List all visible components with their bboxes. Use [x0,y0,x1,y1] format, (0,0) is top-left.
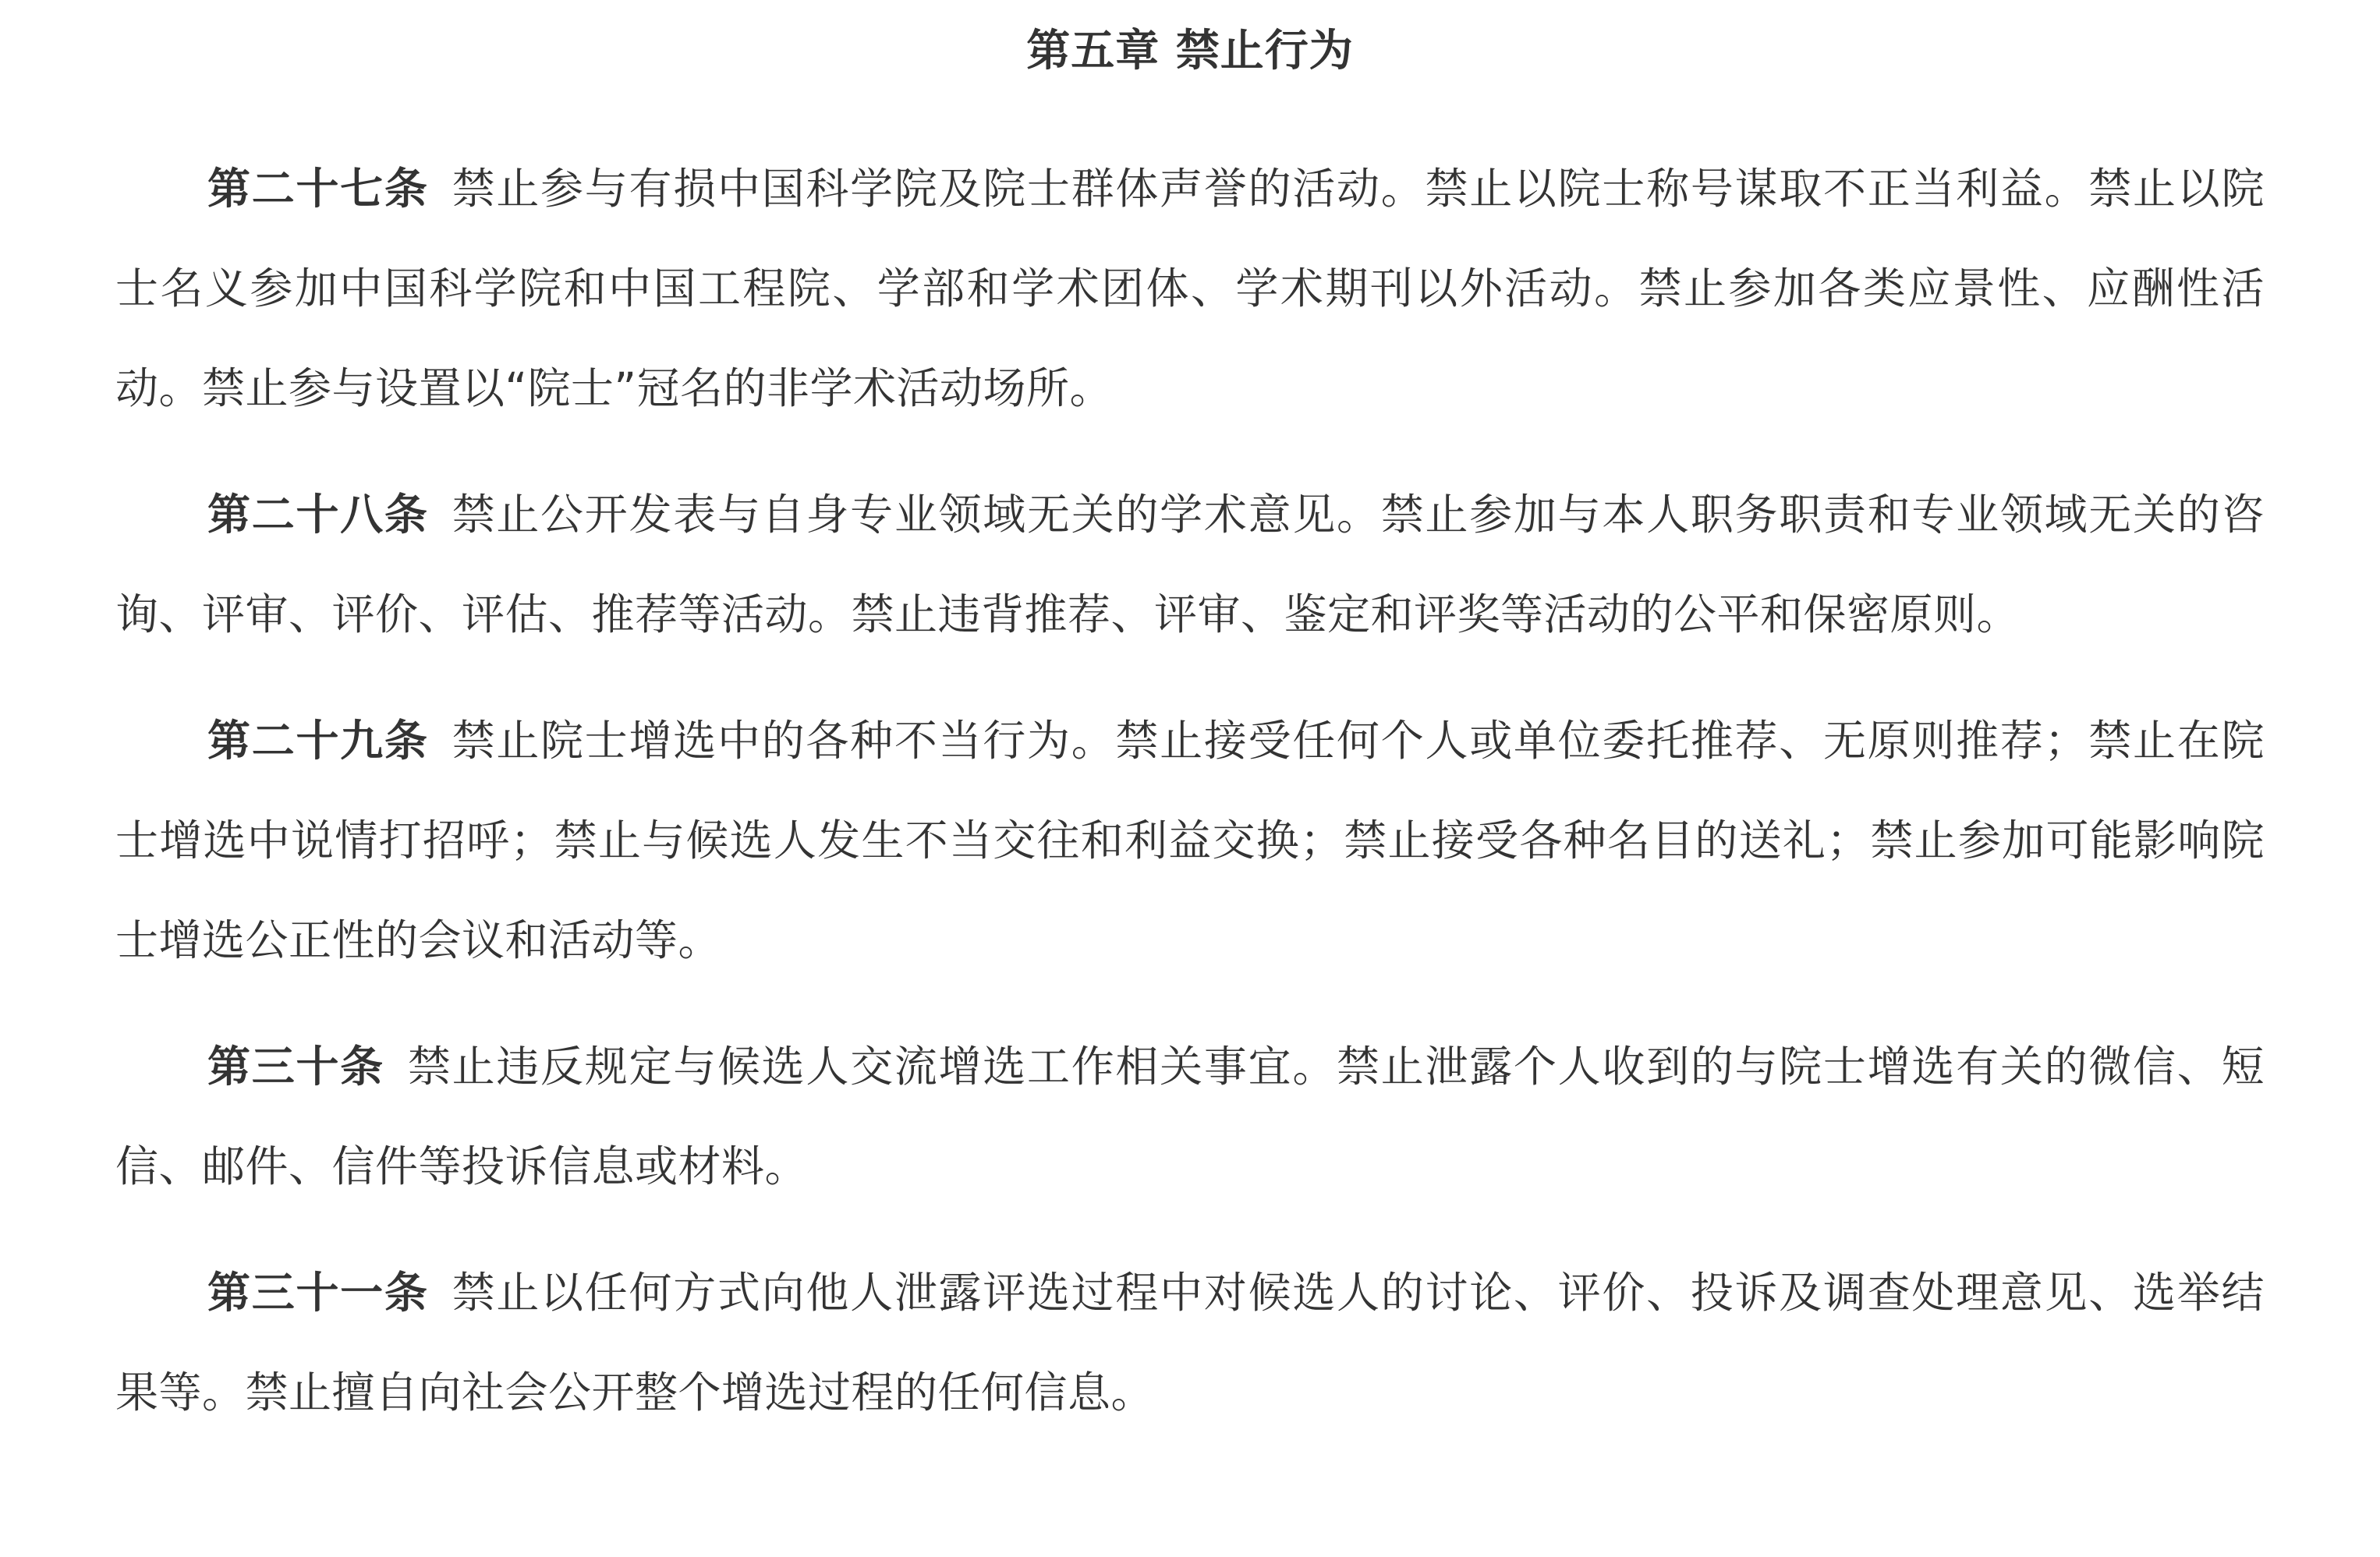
article-text: 禁止违反规定与候选人交流增选工作相关事宜。禁止泄露个人收到的与院士增选有关的微信、短信、邮件、信件等投诉信息或材料。 [115,1042,2265,1191]
article-text: 禁止参与有损中国科学院及院士群体声誉的活动。禁止以院士称号谋取不正当利益。禁止以院士名义参加中国科学院和中国工程院、学部和学术团体、学术期刊以外活动。禁止参加各类应景性、应酬性活动。禁止参与设置以“院士”冠名的非学术活动场所。 [115,164,2265,413]
chapter-title: 第五章 禁止行为 [1026,26,1354,76]
article-text: 禁止公开发表与自身专业领域无关的学术意见。禁止参加与本人职务职责和专业领域无关的咨询、评审、评价、评估、推荐等活动。禁止违背推荐、评审、鉴定和评奖等活动的公平和保密原则。 [115,490,2265,639]
article-text: 禁止以任何方式向他人泄露评选过程中对候选人的讨论、评价、投诉及调查处理意见、选举结果等。禁止擅自向社会公开整个增选过程的任何信息。 [115,1268,2265,1417]
article-number: 第二十九条 [207,716,429,766]
article-number: 第三十一条 [207,1268,429,1318]
article-text: 禁止院士增选中的各种不当行为。禁止接受任何个人或单位委托推荐、无原则推荐；禁止在院士增选中说情打招呼；禁止与候选人发生不当交往和利益交换；禁止接受各种名目的送礼；禁止参加可能影响院士增选公正性的会议和活动等。 [115,716,2265,965]
article-29 [115,691,2265,990]
article-number: 第三十条 [207,1042,384,1092]
article-31 [115,1243,2265,1442]
article-30 [115,1017,2265,1216]
article-number: 第二十八条 [207,490,429,540]
article-28 [115,465,2265,664]
article-number: 第二十七条 [207,164,429,214]
article-27 [115,139,2265,438]
